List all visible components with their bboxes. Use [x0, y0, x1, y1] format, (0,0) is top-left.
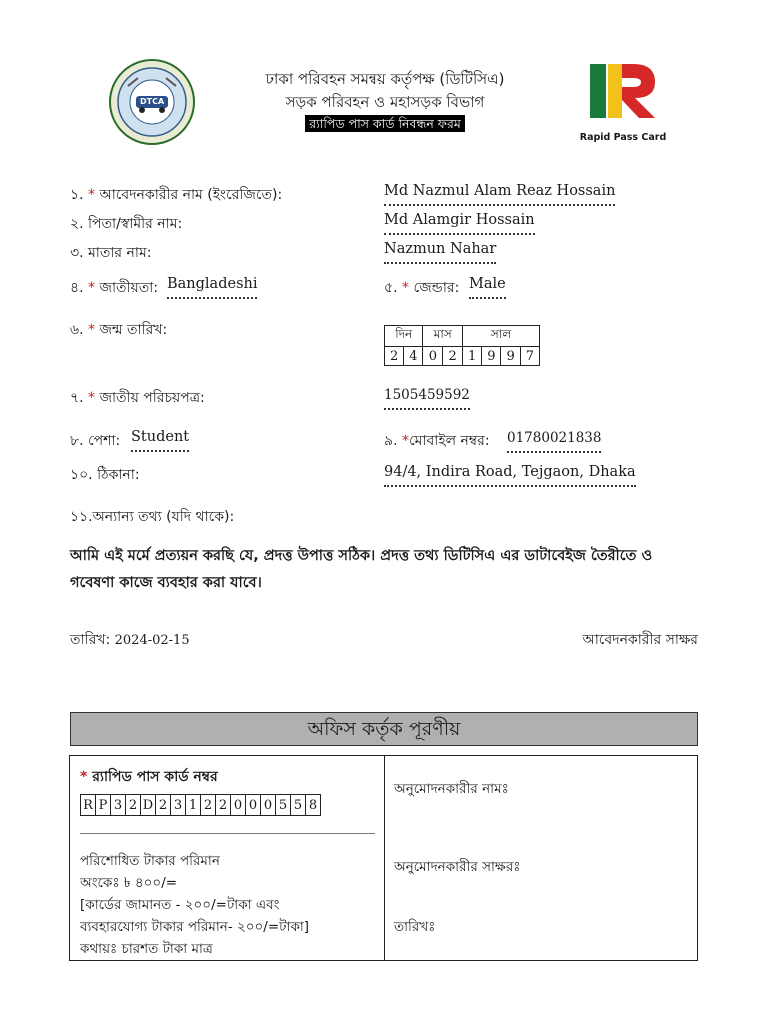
card-number-char: 0: [231, 795, 246, 816]
card-number-grid: [80, 794, 321, 816]
card-number-char: 2: [216, 795, 231, 816]
address-label: ১০. ঠিকানা:: [70, 467, 140, 483]
dtca-logo-text: DTCA: [140, 97, 165, 106]
dob-digit: 2: [385, 347, 404, 366]
dob-digit: 4: [404, 347, 423, 366]
declaration-line1: আমি এই মর্মে প্রত্যয়ন করছি যে, প্রদত্ত উপাত্ত সঠিক। প্রদত্ত তথ্য ডিটিসিএ এর ডাটাবেইজ তৈরীতে ও: [70, 548, 653, 564]
required-mark: *: [402, 433, 409, 449]
dob-digit: 9: [482, 347, 501, 366]
required-mark: *: [402, 280, 409, 296]
dob-digit: 0: [423, 347, 443, 366]
card-number-label: * র‍্যাপিড পাস কার্ড নম্বর: [80, 769, 218, 785]
dob-digit: 2: [443, 347, 463, 366]
nationality-label: ৪. * জাতীয়তা:: [70, 280, 159, 296]
occupation-label: ৮. পেশা:: [70, 433, 121, 449]
card-number-char: 3: [111, 795, 126, 816]
required-mark: *: [88, 322, 96, 338]
divider: [80, 833, 375, 834]
applicant-signature-label: আবেদনকারীর সাক্ষর: [582, 632, 698, 648]
office-section-title: অফিস কর্তৃক পূরণীয়: [70, 712, 698, 746]
application-date: [70, 628, 190, 652]
card-number-char: 5: [276, 795, 291, 816]
office-section-box: [69, 755, 698, 961]
card-number-char: R: [81, 795, 96, 816]
date-label: তারিখ:: [70, 632, 111, 648]
mobile-label: ৯. *মোবাইল নম্বর:: [384, 433, 490, 449]
dtca-logo: [108, 58, 196, 146]
card-number-char: 2: [126, 795, 141, 816]
card-number-char: P: [96, 795, 111, 816]
rapid-pass-caption: Rapid Pass Card: [579, 132, 667, 143]
required-mark: *: [88, 390, 96, 406]
card-number-char: 8: [306, 795, 321, 816]
payment-line: পরিশোধিত টাকার পরিমান: [80, 853, 220, 869]
card-number-char: 2: [156, 795, 171, 816]
dob-day-header: দিন: [385, 326, 423, 347]
approver-signature-label: অনুমোদনকারীর সাক্ষরঃ: [394, 859, 521, 875]
card-number-char: 2: [201, 795, 216, 816]
declaration: [70, 543, 710, 597]
dob-digit: 7: [520, 347, 539, 366]
org-department: সড়ক পরিবহন ও মহাসড়ক বিভাগ: [285, 93, 485, 111]
occupation-value: Student: [131, 428, 189, 452]
nid-value: 1505459592: [384, 386, 470, 410]
other-info-label: ১১.অন্যান্য তথ্য (যদি থাকে):: [70, 509, 235, 525]
father-name-label: ২. পিতা/স্বামীর নাম:: [70, 216, 183, 232]
org-title: ঢাকা পরিবহন সমন্বয় কর্তৃপক্ষ (ডিটিসিএ): [265, 70, 505, 88]
card-number-char: 0: [246, 795, 261, 816]
card-number-char: 1: [186, 795, 201, 816]
applicant-name-value: Md Nazmul Alam Reaz Hossain: [384, 182, 615, 206]
rapid-pass-logo: [573, 60, 673, 144]
mobile-value: 01780021838: [507, 429, 601, 453]
mother-name-value: Nazmun Nahar: [384, 240, 496, 264]
card-number-char: 5: [291, 795, 306, 816]
approval-date-label: তারিখঃ: [394, 919, 436, 935]
form-title: র‍্যাপিড পাস কার্ড নিবন্ধন ফরম: [305, 115, 465, 132]
dob-label: ৬. * জন্ম তারিখ:: [70, 322, 168, 338]
address-value: 94/4, Indira Road, Tejgaon, Dhaka: [384, 463, 636, 487]
mother-name-label: ৩. মাতার নাম:: [70, 245, 152, 261]
payment-details: [80, 850, 309, 960]
dob-month-header: মাস: [423, 326, 463, 347]
card-number-char: 3: [171, 795, 186, 816]
nationality-value: Bangladeshi: [167, 275, 257, 299]
payment-line: [কার্ডের জামানত - ২০০/=টাকা এবং: [80, 897, 280, 913]
required-mark: *: [88, 280, 95, 296]
payment-line: ব্যবহারযোগ্য টাকার পরিমান- ২০০/=টাকা]: [80, 919, 310, 935]
required-mark: *: [88, 187, 95, 203]
date-value: 2024-02-15: [114, 633, 190, 648]
required-mark: *: [80, 769, 88, 785]
gender-label: ৫. * জেন্ডার:: [384, 280, 460, 296]
approver-name-label: অনুমোদনকারীর নামঃ: [394, 781, 509, 797]
applicant-name-label: ১. * আবেদনকারীর নাম (ইংরেজিতে):: [70, 187, 283, 203]
payment-line: কথায়ঃ চারশত টাকা মাত্র: [80, 941, 213, 957]
dob-digit: 9: [501, 347, 520, 366]
dob-grid: [384, 325, 540, 366]
payment-line: অংকেঃ ৳ ৪০০/=: [80, 875, 178, 891]
card-number-char: D: [141, 795, 156, 816]
dob-digit: 1: [463, 347, 482, 366]
declaration-line2: গবেষণা কাজে ব্যবহার করা যাবে।: [70, 575, 262, 591]
nid-label: ৭. * জাতীয় পরিচয়পত্র:: [70, 390, 205, 406]
gender-value: Male: [469, 275, 506, 299]
card-number-char: 0: [261, 795, 276, 816]
father-name-value: Md Alamgir Hossain: [384, 211, 535, 235]
dob-year-header: সাল: [463, 326, 540, 347]
